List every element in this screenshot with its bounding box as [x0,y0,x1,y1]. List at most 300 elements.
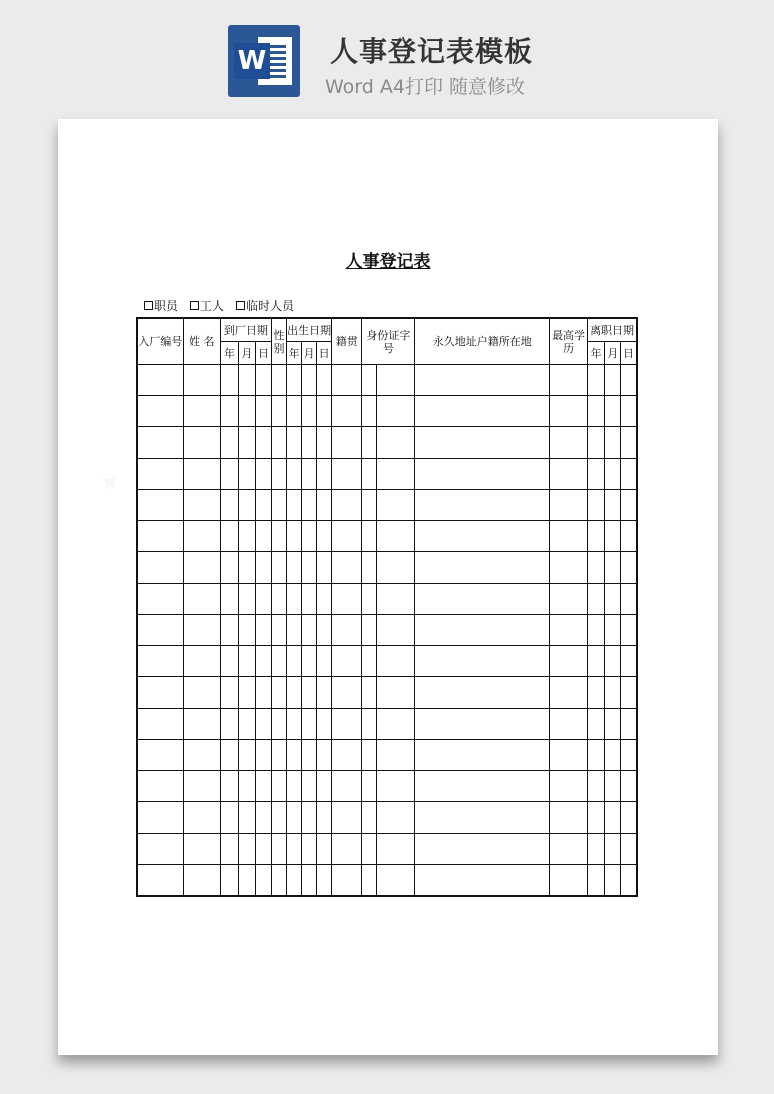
table-cell[interactable] [550,771,588,802]
table-cell[interactable] [272,614,287,645]
table-cell[interactable] [137,802,183,833]
table-cell[interactable] [255,458,271,489]
table-cell[interactable] [605,833,621,864]
table-cell[interactable] [415,489,550,520]
table-cell[interactable] [255,646,271,677]
table-cell[interactable] [550,833,588,864]
table-cell[interactable] [302,396,317,427]
table-cell[interactable] [550,365,588,396]
table-cell[interactable] [332,583,362,614]
table-cell[interactable] [377,365,415,396]
table-cell[interactable] [183,739,220,770]
table-cell[interactable] [362,365,377,396]
table-cell[interactable] [332,802,362,833]
option-staff[interactable]: 职员 [144,297,178,314]
table-cell[interactable] [621,708,637,739]
table-cell[interactable] [255,739,271,770]
table-cell[interactable] [220,708,238,739]
table-cell[interactable] [377,552,415,583]
table-cell[interactable] [605,365,621,396]
table-cell[interactable] [550,802,588,833]
table-cell[interactable] [238,677,255,708]
table-cell[interactable] [287,771,302,802]
table-cell[interactable] [332,677,362,708]
table-cell[interactable] [137,833,183,864]
table-cell[interactable] [415,583,550,614]
table-cell[interactable] [415,396,550,427]
table-cell[interactable] [220,739,238,770]
table-cell[interactable] [550,458,588,489]
table-cell[interactable] [238,396,255,427]
table-cell[interactable] [415,427,550,458]
table-cell[interactable] [377,708,415,739]
table-cell[interactable] [362,614,377,645]
table-cell[interactable] [550,521,588,552]
table-cell[interactable] [272,427,287,458]
table-cell[interactable] [550,677,588,708]
table-cell[interactable] [220,427,238,458]
table-cell[interactable] [317,677,332,708]
table-cell[interactable] [287,489,302,520]
table-cell[interactable] [220,802,238,833]
table-cell[interactable] [621,646,637,677]
table-cell[interactable] [220,646,238,677]
table-cell[interactable] [238,552,255,583]
table-cell[interactable] [183,489,220,520]
table-cell[interactable] [302,427,317,458]
table-cell[interactable] [255,614,271,645]
table-cell[interactable] [220,365,238,396]
table-cell[interactable] [137,864,183,896]
table-cell[interactable] [377,458,415,489]
table-cell[interactable] [255,583,271,614]
registration-table [136,317,638,897]
table-cell[interactable] [183,521,220,552]
table-cell[interactable] [415,708,550,739]
table-cell[interactable] [255,521,271,552]
table-cell[interactable] [362,646,377,677]
table-cell[interactable] [317,833,332,864]
table-cell[interactable] [287,833,302,864]
table-cell[interactable] [588,739,605,770]
table-cell[interactable] [317,427,332,458]
table-cell[interactable] [272,489,287,520]
table-cell[interactable] [220,771,238,802]
table-cell[interactable] [317,583,332,614]
table-cell[interactable] [550,614,588,645]
table-cell[interactable] [137,365,183,396]
table-cell[interactable] [588,552,605,583]
table-cell[interactable] [550,864,588,896]
table-cell[interactable] [415,771,550,802]
option-temporary[interactable]: 临时人员 [236,297,294,314]
table-cell[interactable] [183,614,220,645]
table-cell[interactable] [220,864,238,896]
table-cell[interactable] [287,864,302,896]
table-cell[interactable] [605,396,621,427]
table-body [137,365,637,896]
table-cell[interactable] [287,583,302,614]
table-cell[interactable] [238,771,255,802]
table-cell[interactable] [272,677,287,708]
table-cell[interactable] [287,458,302,489]
table-cell[interactable] [605,521,621,552]
table-cell[interactable] [621,583,637,614]
table-cell[interactable] [588,833,605,864]
table-cell[interactable] [220,583,238,614]
table-cell[interactable] [238,864,255,896]
table-cell[interactable] [183,583,220,614]
table-cell[interactable] [588,614,605,645]
table-cell[interactable] [220,552,238,583]
table-cell[interactable] [377,677,415,708]
table-cell[interactable] [362,552,377,583]
table-cell[interactable] [377,583,415,614]
table-cell[interactable] [362,489,377,520]
table-cell[interactable] [588,708,605,739]
table-cell[interactable] [621,489,637,520]
table-cell[interactable] [332,396,362,427]
table-cell[interactable] [287,396,302,427]
table-cell[interactable] [255,864,271,896]
table-cell[interactable] [255,365,271,396]
table-cell[interactable] [272,802,287,833]
table-cell[interactable] [287,614,302,645]
table-cell[interactable] [302,583,317,614]
table-cell[interactable] [588,677,605,708]
table-cell[interactable] [332,458,362,489]
table-cell[interactable] [238,365,255,396]
document-title: 人事登记表 [345,252,431,272]
table-cell[interactable] [588,864,605,896]
table-row [137,489,637,520]
table-cell[interactable] [317,521,332,552]
table-cell[interactable] [377,864,415,896]
table-cell[interactable] [183,771,220,802]
table-cell[interactable] [415,677,550,708]
table-cell[interactable] [287,646,302,677]
table-cell[interactable] [255,427,271,458]
table-cell[interactable] [621,802,637,833]
table-cell[interactable] [621,458,637,489]
table-cell[interactable] [550,396,588,427]
table-cell[interactable] [377,802,415,833]
table-cell[interactable] [621,677,637,708]
table-cell[interactable] [605,802,621,833]
table-cell[interactable] [238,833,255,864]
table-cell[interactable] [272,521,287,552]
table-cell[interactable] [137,739,183,770]
table-cell[interactable] [137,396,183,427]
table-cell[interactable] [621,771,637,802]
table-cell[interactable] [415,521,550,552]
table-cell[interactable] [238,489,255,520]
table-cell[interactable] [238,708,255,739]
table-cell[interactable] [272,739,287,770]
table-cell[interactable] [183,365,220,396]
table-cell[interactable] [621,833,637,864]
table-cell[interactable] [238,583,255,614]
table-cell[interactable] [588,771,605,802]
table-cell[interactable] [605,771,621,802]
table-cell[interactable] [588,365,605,396]
table-cell[interactable] [588,396,605,427]
table-cell[interactable] [332,833,362,864]
table-cell[interactable] [220,677,238,708]
table-cell[interactable] [415,365,550,396]
table-cell[interactable] [272,864,287,896]
table-cell[interactable] [621,427,637,458]
table-cell[interactable] [183,646,220,677]
table-cell[interactable] [302,802,317,833]
table-cell[interactable] [302,833,317,864]
table-cell[interactable] [415,802,550,833]
table-cell[interactable] [220,614,238,645]
table-cell[interactable] [550,427,588,458]
table-cell[interactable] [605,489,621,520]
table-cell[interactable] [287,521,302,552]
table-cell[interactable] [272,708,287,739]
table-cell[interactable] [238,802,255,833]
table-cell[interactable] [332,521,362,552]
table-cell[interactable] [238,646,255,677]
table-cell[interactable] [255,802,271,833]
table-cell[interactable] [317,458,332,489]
table-cell[interactable] [238,614,255,645]
table-cell[interactable] [238,427,255,458]
table-cell[interactable] [255,677,271,708]
table-cell[interactable] [415,864,550,896]
table-cell[interactable] [332,864,362,896]
table-cell[interactable] [137,458,183,489]
table-cell[interactable] [183,427,220,458]
option-worker[interactable]: 工人 [190,297,224,314]
table-cell[interactable] [302,677,317,708]
table-cell[interactable] [550,583,588,614]
table-cell[interactable] [588,521,605,552]
table-cell[interactable] [332,739,362,770]
table-cell[interactable] [272,771,287,802]
table-cell[interactable] [605,677,621,708]
arrival-day: 日 [255,342,271,365]
table-cell[interactable] [377,614,415,645]
table-cell[interactable] [317,646,332,677]
table-cell[interactable] [302,771,317,802]
table-cell[interactable] [183,802,220,833]
table-cell[interactable] [317,396,332,427]
table-cell[interactable] [317,614,332,645]
table-cell[interactable] [255,833,271,864]
table-cell[interactable] [605,614,621,645]
table-cell[interactable] [588,802,605,833]
checkbox-icon[interactable] [236,301,245,310]
table-cell[interactable] [377,833,415,864]
table-cell[interactable] [588,583,605,614]
table-cell[interactable] [415,552,550,583]
table-cell[interactable] [287,802,302,833]
table-cell[interactable] [302,489,317,520]
table-cell[interactable] [317,739,332,770]
table-cell[interactable] [362,864,377,896]
table-cell[interactable] [137,583,183,614]
table-cell[interactable] [332,552,362,583]
table-cell[interactable] [362,458,377,489]
table-cell[interactable] [272,552,287,583]
table-cell[interactable] [183,677,220,708]
table-cell[interactable] [588,458,605,489]
table-cell[interactable] [137,427,183,458]
table-cell[interactable] [183,552,220,583]
table-cell[interactable] [605,427,621,458]
table-cell[interactable] [550,646,588,677]
table-cell[interactable] [332,708,362,739]
table-cell[interactable] [362,771,377,802]
table-cell[interactable] [220,833,238,864]
table-cell[interactable] [255,396,271,427]
table-cell[interactable] [302,646,317,677]
table-cell[interactable] [220,396,238,427]
table-cell[interactable] [377,646,415,677]
table-cell[interactable] [317,552,332,583]
table-cell[interactable] [317,771,332,802]
table-cell[interactable] [302,864,317,896]
table-cell[interactable] [137,646,183,677]
table-cell[interactable] [317,365,332,396]
table-cell[interactable] [621,864,637,896]
table-cell[interactable] [377,427,415,458]
table-cell[interactable] [287,427,302,458]
table-cell[interactable] [621,521,637,552]
table-cell[interactable] [621,739,637,770]
table-cell[interactable] [362,739,377,770]
table-cell[interactable] [605,739,621,770]
table-cell[interactable] [588,646,605,677]
table-cell[interactable] [332,614,362,645]
table-cell[interactable] [415,614,550,645]
table-cell[interactable] [362,833,377,864]
table-cell[interactable] [183,708,220,739]
table-cell[interactable] [377,489,415,520]
table-cell[interactable] [183,833,220,864]
table-cell[interactable] [550,552,588,583]
table-cell[interactable] [183,396,220,427]
table-cell[interactable] [137,614,183,645]
table-cell[interactable] [550,489,588,520]
table-cell[interactable] [415,833,550,864]
table-cell[interactable] [550,739,588,770]
table-cell[interactable] [362,427,377,458]
table-cell[interactable] [272,365,287,396]
table-cell[interactable] [332,771,362,802]
table-cell[interactable] [302,521,317,552]
table-cell[interactable] [362,802,377,833]
table-cell[interactable] [317,864,332,896]
table-cell[interactable] [137,489,183,520]
table-cell[interactable] [621,396,637,427]
table-cell[interactable] [137,771,183,802]
table-cell[interactable] [287,552,302,583]
table-cell[interactable] [272,583,287,614]
table-cell[interactable] [220,521,238,552]
table-cell[interactable] [605,552,621,583]
table-cell[interactable] [621,365,637,396]
table-cell[interactable] [550,708,588,739]
table-cell[interactable] [287,677,302,708]
table-cell[interactable] [377,396,415,427]
table-cell[interactable] [255,771,271,802]
table-cell[interactable] [287,365,302,396]
table-cell[interactable] [362,583,377,614]
table-cell[interactable] [362,521,377,552]
table-cell[interactable] [255,708,271,739]
table-cell[interactable] [605,458,621,489]
table-cell[interactable] [302,552,317,583]
table-cell[interactable] [183,864,220,896]
table-cell[interactable] [302,365,317,396]
table-cell[interactable] [302,458,317,489]
table-cell[interactable] [287,708,302,739]
table-cell[interactable] [255,489,271,520]
checkbox-icon[interactable] [190,301,199,310]
table-cell[interactable] [238,458,255,489]
table-cell[interactable] [605,646,621,677]
table-cell[interactable] [332,365,362,396]
table-cell[interactable] [362,708,377,739]
table-cell[interactable] [415,739,550,770]
table-cell[interactable] [238,521,255,552]
table-cell[interactable] [183,458,220,489]
table-cell[interactable] [137,552,183,583]
table-cell[interactable] [588,427,605,458]
table-cell[interactable] [377,771,415,802]
table-cell[interactable] [362,677,377,708]
table-cell[interactable] [605,708,621,739]
table-cell[interactable] [332,427,362,458]
table-cell[interactable] [377,739,415,770]
table-cell[interactable] [137,521,183,552]
table-cell[interactable] [605,583,621,614]
table-cell[interactable] [302,614,317,645]
table-cell[interactable] [137,677,183,708]
table-cell[interactable] [621,552,637,583]
table-cell[interactable] [220,458,238,489]
table-cell[interactable] [332,646,362,677]
table-cell[interactable] [377,521,415,552]
table-cell[interactable] [137,708,183,739]
table-cell[interactable] [302,708,317,739]
table-cell[interactable] [362,396,377,427]
table-cell[interactable] [317,802,332,833]
table-cell[interactable] [605,864,621,896]
table-cell[interactable] [588,489,605,520]
table-cell[interactable] [272,646,287,677]
table-cell[interactable] [317,708,332,739]
table-cell[interactable] [332,489,362,520]
table-cell[interactable] [317,489,332,520]
table-cell[interactable] [272,458,287,489]
table-cell[interactable] [415,458,550,489]
table-cell[interactable] [621,614,637,645]
table-cell[interactable] [302,739,317,770]
table-cell[interactable] [287,739,302,770]
table-cell[interactable] [255,552,271,583]
table-cell[interactable] [415,646,550,677]
checkbox-icon[interactable] [144,301,153,310]
table-cell[interactable] [272,833,287,864]
table-cell[interactable] [272,396,287,427]
table-cell[interactable] [238,739,255,770]
table-cell[interactable] [220,489,238,520]
